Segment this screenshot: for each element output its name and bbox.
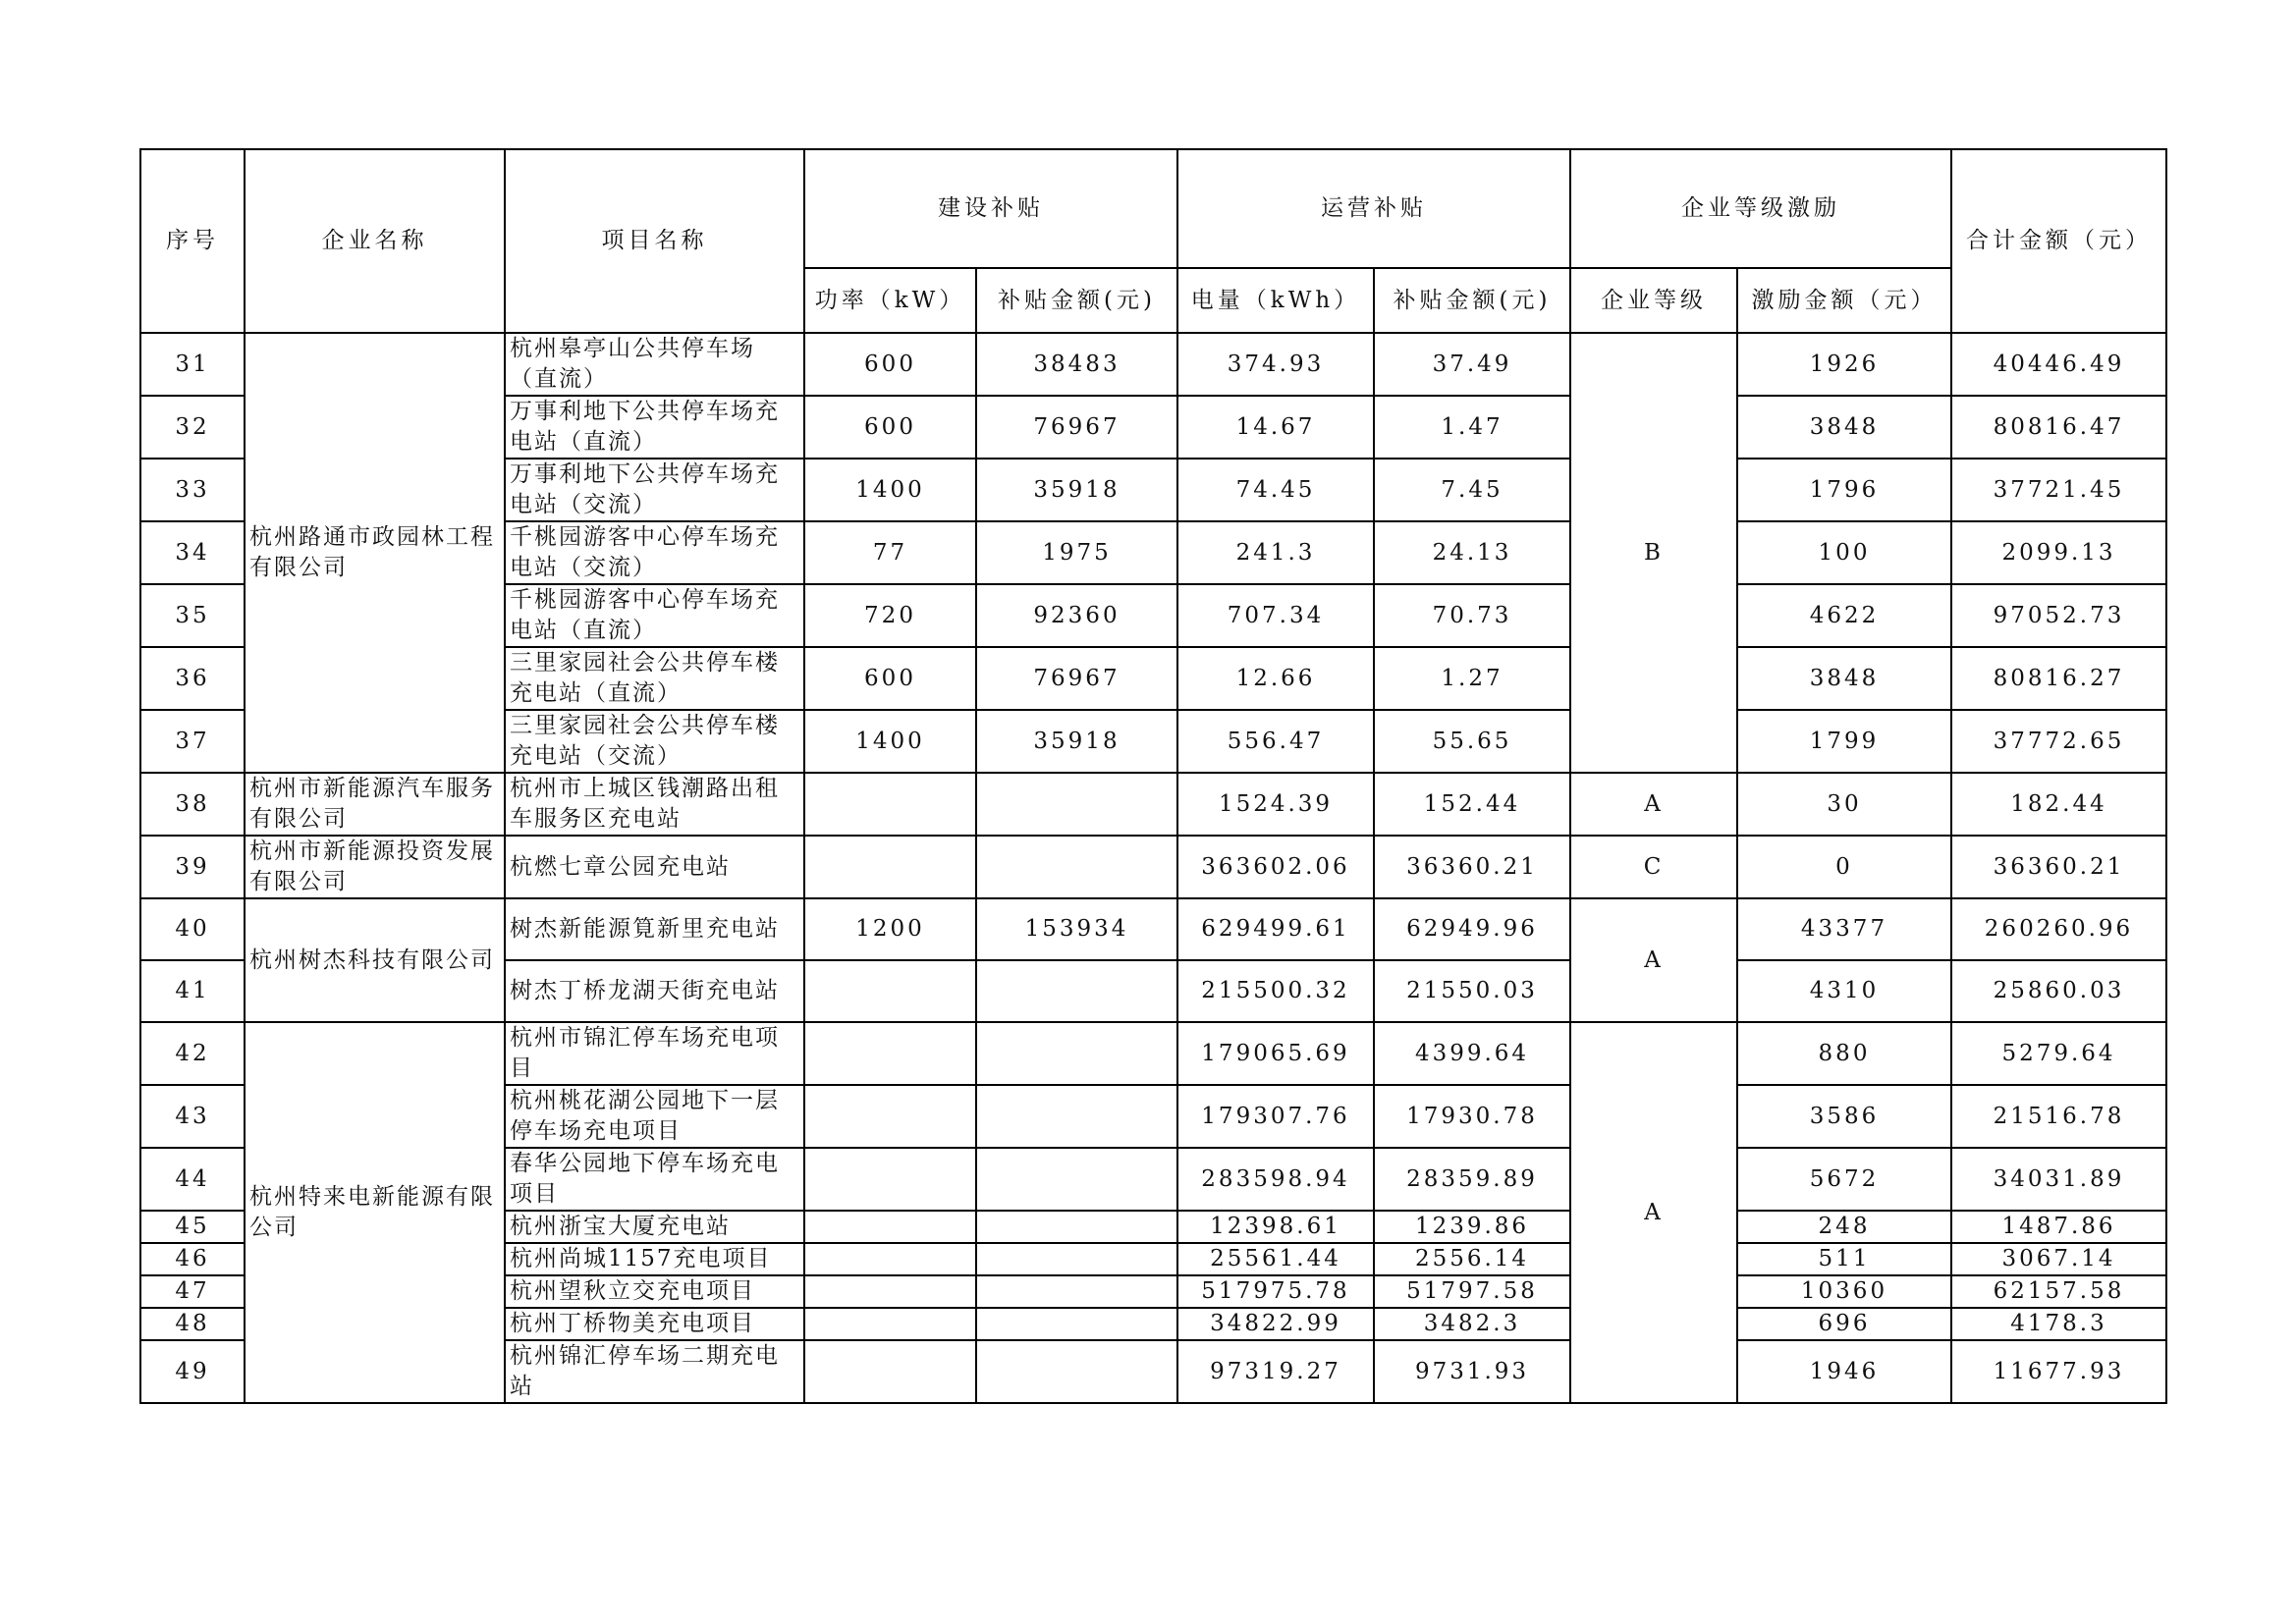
cell-electricity: 517975.78 (1177, 1275, 1374, 1308)
cell-construction-amount (976, 1275, 1177, 1308)
cell-incentive: 43377 (1737, 898, 1951, 960)
cell-project: 万事利地下公共停车场充电站（直流） (505, 396, 804, 459)
cell-electricity: 12.66 (1177, 647, 1374, 710)
cell-total: 1487.86 (1951, 1211, 2166, 1243)
cell-electricity: 179065.69 (1177, 1022, 1374, 1085)
cell-operation-amount: 36360.21 (1374, 836, 1570, 898)
cell-seq: 32 (140, 396, 245, 459)
cell-power (804, 1022, 976, 1085)
cell-seq: 47 (140, 1275, 245, 1308)
table-row (140, 773, 2166, 836)
cell-incentive: 10360 (1737, 1275, 1951, 1308)
cell-power (804, 773, 976, 836)
cell-project: 万事利地下公共停车场充电站（交流） (505, 459, 804, 521)
cell-seq: 43 (140, 1085, 245, 1148)
cell-construction-amount: 92360 (976, 584, 1177, 647)
cell-seq: 35 (140, 584, 245, 647)
cell-power (804, 1148, 976, 1211)
cell-incentive: 0 (1737, 836, 1951, 898)
cell-project: 三里家园社会公共停车楼充电站（直流） (505, 647, 804, 710)
col-header-operation-amount: 补贴金额(元) (1374, 268, 1570, 333)
cell-electricity: 374.93 (1177, 333, 1374, 396)
cell-operation-amount: 28359.89 (1374, 1148, 1570, 1211)
cell-construction-amount (976, 1211, 1177, 1243)
cell-electricity: 556.47 (1177, 710, 1374, 773)
cell-operation-amount: 9731.93 (1374, 1340, 1570, 1403)
cell-seq: 48 (140, 1308, 245, 1340)
cell-power (804, 1211, 976, 1243)
cell-total: 62157.58 (1951, 1275, 2166, 1308)
cell-electricity: 74.45 (1177, 459, 1374, 521)
cell-electricity: 215500.32 (1177, 960, 1374, 1022)
cell-construction-amount (976, 773, 1177, 836)
cell-project: 杭州市上城区钱潮路出租车服务区充电站 (505, 773, 804, 836)
cell-incentive: 696 (1737, 1308, 1951, 1340)
cell-total: 4178.3 (1951, 1308, 2166, 1340)
cell-incentive: 5672 (1737, 1148, 1951, 1211)
cell-operation-amount: 17930.78 (1374, 1085, 1570, 1148)
cell-electricity: 12398.61 (1177, 1211, 1374, 1243)
cell-incentive: 511 (1737, 1243, 1951, 1275)
cell-company: 杭州树杰科技有限公司 (245, 898, 505, 1022)
col-header-grade-incentive: 企业等级激励 (1570, 149, 1951, 268)
cell-power (804, 1308, 976, 1340)
cell-grade: A (1570, 1022, 1737, 1403)
cell-operation-amount: 4399.64 (1374, 1022, 1570, 1085)
cell-power (804, 836, 976, 898)
cell-incentive: 1799 (1737, 710, 1951, 773)
cell-total: 5279.64 (1951, 1022, 2166, 1085)
cell-total: 182.44 (1951, 773, 2166, 836)
cell-incentive: 880 (1737, 1022, 1951, 1085)
cell-operation-amount: 55.65 (1374, 710, 1570, 773)
cell-total: 11677.93 (1951, 1340, 2166, 1403)
cell-operation-amount: 1239.86 (1374, 1211, 1570, 1243)
cell-incentive: 30 (1737, 773, 1951, 836)
cell-incentive: 3586 (1737, 1085, 1951, 1148)
cell-electricity: 629499.61 (1177, 898, 1374, 960)
cell-total: 2099.13 (1951, 521, 2166, 584)
cell-construction-amount (976, 1308, 1177, 1340)
cell-power (804, 1340, 976, 1403)
cell-seq: 46 (140, 1243, 245, 1275)
cell-incentive: 4622 (1737, 584, 1951, 647)
cell-incentive: 100 (1737, 521, 1951, 584)
cell-total: 37721.45 (1951, 459, 2166, 521)
cell-seq: 44 (140, 1148, 245, 1211)
cell-operation-amount: 70.73 (1374, 584, 1570, 647)
cell-grade: B (1570, 333, 1737, 773)
cell-construction-amount (976, 1340, 1177, 1403)
header-row-1 (140, 149, 2166, 268)
cell-total: 37772.65 (1951, 710, 2166, 773)
cell-project: 千桃园游客中心停车场充电站（直流） (505, 584, 804, 647)
col-header-power: 功率（kW） (804, 268, 976, 333)
cell-operation-amount: 1.27 (1374, 647, 1570, 710)
cell-project: 杭州锦汇停车场二期充电站 (505, 1340, 804, 1403)
cell-total: 36360.21 (1951, 836, 2166, 898)
cell-incentive: 3848 (1737, 396, 1951, 459)
cell-operation-amount: 152.44 (1374, 773, 1570, 836)
cell-operation-amount: 2556.14 (1374, 1243, 1570, 1275)
cell-project: 杭州尚城1157充电项目 (505, 1243, 804, 1275)
cell-construction-amount (976, 1148, 1177, 1211)
cell-power: 600 (804, 396, 976, 459)
cell-seq: 33 (140, 459, 245, 521)
cell-electricity: 14.67 (1177, 396, 1374, 459)
cell-power (804, 1085, 976, 1148)
cell-operation-amount: 21550.03 (1374, 960, 1570, 1022)
cell-power: 1400 (804, 459, 976, 521)
cell-electricity: 283598.94 (1177, 1148, 1374, 1211)
col-header-construction: 建设补贴 (804, 149, 1177, 268)
cell-construction-amount: 1975 (976, 521, 1177, 584)
cell-incentive: 1926 (1737, 333, 1951, 396)
cell-seq: 34 (140, 521, 245, 584)
cell-total: 40446.49 (1951, 333, 2166, 396)
cell-seq: 45 (140, 1211, 245, 1243)
cell-construction-amount (976, 1022, 1177, 1085)
cell-power: 720 (804, 584, 976, 647)
cell-construction-amount: 76967 (976, 647, 1177, 710)
cell-electricity: 1524.39 (1177, 773, 1374, 836)
cell-project: 杭州皋亭山公共停车场（直流） (505, 333, 804, 396)
cell-operation-amount: 37.49 (1374, 333, 1570, 396)
cell-company: 杭州市新能源汽车服务有限公司 (245, 773, 505, 836)
cell-project: 三里家园社会公共停车楼充电站（交流） (505, 710, 804, 773)
cell-company: 杭州市新能源投资发展有限公司 (245, 836, 505, 898)
col-header-construction-amount: 补贴金额(元) (976, 268, 1177, 333)
cell-electricity: 25561.44 (1177, 1243, 1374, 1275)
cell-incentive: 1946 (1737, 1340, 1951, 1403)
cell-grade: A (1570, 898, 1737, 1022)
cell-incentive: 248 (1737, 1211, 1951, 1243)
cell-construction-amount (976, 836, 1177, 898)
cell-seq: 38 (140, 773, 245, 836)
cell-seq: 31 (140, 333, 245, 396)
cell-total: 34031.89 (1951, 1148, 2166, 1211)
cell-electricity: 707.34 (1177, 584, 1374, 647)
cell-construction-amount: 38483 (976, 333, 1177, 396)
cell-total: 97052.73 (1951, 584, 2166, 647)
cell-project: 杭州市锦汇停车场充电项目 (505, 1022, 804, 1085)
cell-operation-amount: 51797.58 (1374, 1275, 1570, 1308)
cell-grade: A (1570, 773, 1737, 836)
cell-total: 80816.47 (1951, 396, 2166, 459)
cell-seq: 37 (140, 710, 245, 773)
cell-project: 树杰新能源筧新里充电站 (505, 898, 804, 960)
cell-incentive: 4310 (1737, 960, 1951, 1022)
table-row (140, 333, 2166, 396)
subsidy-table (139, 148, 2167, 1404)
col-header-grade: 企业等级 (1570, 268, 1737, 333)
col-header-project: 项目名称 (505, 149, 804, 333)
cell-incentive: 3848 (1737, 647, 1951, 710)
cell-total: 25860.03 (1951, 960, 2166, 1022)
cell-construction-amount (976, 960, 1177, 1022)
cell-construction-amount: 76967 (976, 396, 1177, 459)
cell-operation-amount: 1.47 (1374, 396, 1570, 459)
cell-operation-amount: 3482.3 (1374, 1308, 1570, 1340)
cell-operation-amount: 7.45 (1374, 459, 1570, 521)
cell-seq: 40 (140, 898, 245, 960)
cell-company: 杭州特来电新能源有限公司 (245, 1022, 505, 1403)
cell-operation-amount: 62949.96 (1374, 898, 1570, 960)
cell-operation-amount: 24.13 (1374, 521, 1570, 584)
cell-seq: 42 (140, 1022, 245, 1085)
cell-power (804, 1275, 976, 1308)
cell-total: 21516.78 (1951, 1085, 2166, 1148)
cell-construction-amount: 153934 (976, 898, 1177, 960)
cell-seq: 36 (140, 647, 245, 710)
cell-power: 1400 (804, 710, 976, 773)
col-header-company: 企业名称 (245, 149, 505, 333)
cell-total: 3067.14 (1951, 1243, 2166, 1275)
cell-power: 77 (804, 521, 976, 584)
table-row (140, 1022, 2166, 1085)
col-header-electricity: 电量（kWh） (1177, 268, 1374, 333)
cell-project: 树杰丁桥龙湖天街充电站 (505, 960, 804, 1022)
cell-power (804, 1243, 976, 1275)
cell-grade: C (1570, 836, 1737, 898)
table-row (140, 898, 2166, 960)
col-header-total: 合计金额（元） (1951, 149, 2166, 333)
col-header-incentive-amount: 激励金额（元） (1737, 268, 1951, 333)
cell-company: 杭州路通市政园林工程有限公司 (245, 333, 505, 773)
cell-electricity: 97319.27 (1177, 1340, 1374, 1403)
cell-seq: 39 (140, 836, 245, 898)
cell-electricity: 363602.06 (1177, 836, 1374, 898)
cell-seq: 49 (140, 1340, 245, 1403)
cell-electricity: 241.3 (1177, 521, 1374, 584)
cell-electricity: 179307.76 (1177, 1085, 1374, 1148)
cell-total: 260260.96 (1951, 898, 2166, 960)
col-header-operation: 运营补贴 (1177, 149, 1570, 268)
cell-construction-amount: 35918 (976, 710, 1177, 773)
cell-power: 600 (804, 647, 976, 710)
cell-project: 杭州浙宝大厦充电站 (505, 1211, 804, 1243)
table-row (140, 836, 2166, 898)
cell-power (804, 960, 976, 1022)
cell-project: 千桃园游客中心停车场充电站（交流） (505, 521, 804, 584)
cell-power: 1200 (804, 898, 976, 960)
cell-electricity: 34822.99 (1177, 1308, 1374, 1340)
col-header-seq: 序号 (140, 149, 245, 333)
cell-project: 杭州丁桥物美充电项目 (505, 1308, 804, 1340)
cell-incentive: 1796 (1737, 459, 1951, 521)
cell-construction-amount (976, 1085, 1177, 1148)
cell-project: 杭州望秋立交充电项目 (505, 1275, 804, 1308)
cell-power: 600 (804, 333, 976, 396)
cell-project: 春华公园地下停车场充电项目 (505, 1148, 804, 1211)
cell-construction-amount (976, 1243, 1177, 1275)
cell-seq: 41 (140, 960, 245, 1022)
cell-project: 杭州桃花湖公园地下一层停车场充电项目 (505, 1085, 804, 1148)
cell-total: 80816.27 (1951, 647, 2166, 710)
cell-construction-amount: 35918 (976, 459, 1177, 521)
cell-project: 杭燃七章公园充电站 (505, 836, 804, 898)
